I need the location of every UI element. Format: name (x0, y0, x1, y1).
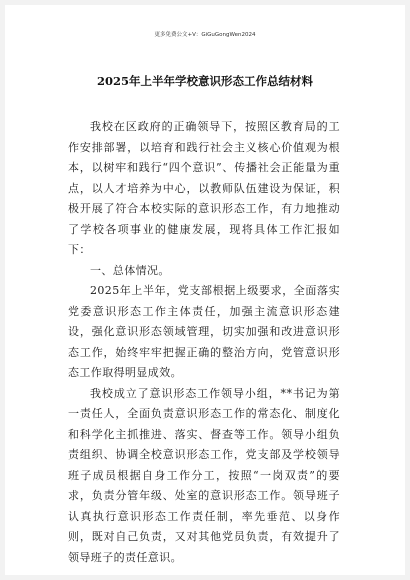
document-body (68, 117, 340, 568)
page-header: 更多免费公文+V：GiGuGongWen2024 (154, 32, 256, 38)
paragraph-intro: 我校在区政府的正确领导下，按照区教育局的工作安排部署，以培育和践行社会主义核心价值观为根本，以树牢和践行“四个意识”、传播社会正能量为重点，以人才培养为中心，以教师队伍建设为保证，积极开展了符合本校实际的意识形态工作，有力地推动了学校各项事业的健康发展，现将具体工作汇报如下： (68, 120, 340, 256)
paragraph-overview: 2025年上半年，党支部根据上级要求，全面落实党委意识形态工作主体责任，加强主流意识形态建设，强化意识形态领域管理，切实加强和改进意识形态工作，始终牢牢把握正确的整治方向，党管意识形态工作取得明显成效。 (68, 284, 340, 379)
section-heading-overview: 一、总体情况。 (90, 263, 170, 277)
document-page (5, 5, 405, 575)
document-title: 2025年上半年学校意识形态工作总结材料 (96, 74, 313, 88)
paragraph-leadership: 我校成立了意识形态工作领导小组，**书记为第一责任人，全面负责意识形态工作的常态化、制度化和科学化主抓推进、落实、督查等工作。领导小组负责组织、协调全校意识形态工作，党支部及学校领导班子成员根据自身工作分工，按照“一岗双责”的要求，负责分管年级、处室的意识形态工作。领导班子认真执行意识形态工作责任制，率先垂范、以身作则，既对自己负责，又对其他党员负责，有效提升了领导班子的责任意识。 (68, 386, 340, 564)
